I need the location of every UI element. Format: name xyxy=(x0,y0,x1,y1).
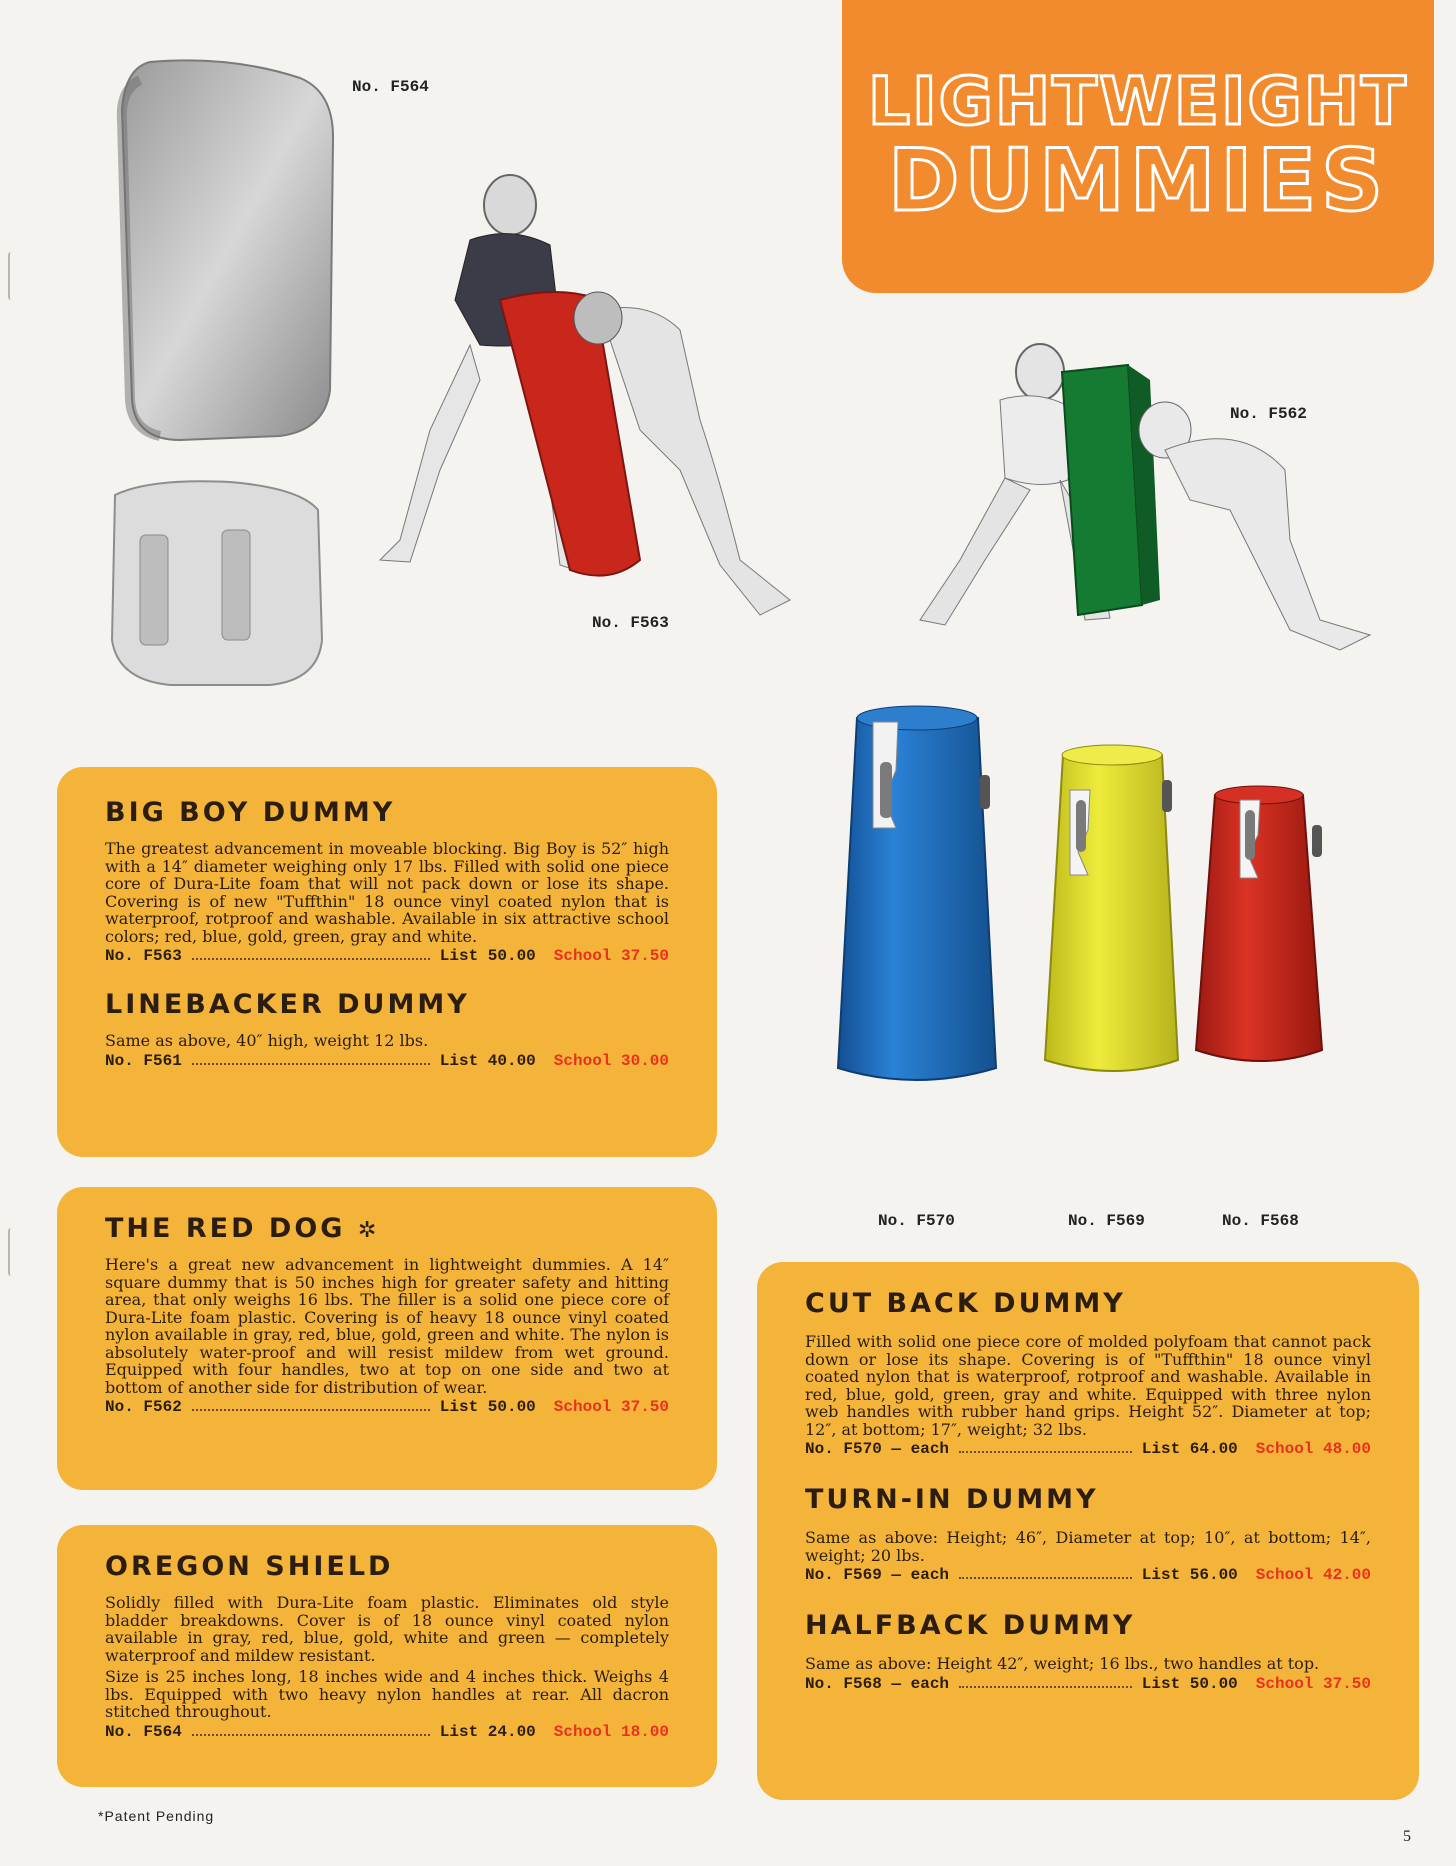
list-price: List 50.00 xyxy=(1141,1674,1238,1693)
leader-dots xyxy=(192,1063,430,1065)
school-price: School 37.50 xyxy=(553,947,669,965)
desc-halfback: Same as above: Height 42″, weight; 16 lbs., two handles at top. xyxy=(805,1654,1320,1673)
heading-halfback: HALFBACK DUMMY xyxy=(805,1610,1136,1641)
label-f563: No. F563 xyxy=(592,614,669,632)
heading-big-boy: BIG BOY DUMMY xyxy=(105,797,396,828)
school-price: School 42.00 xyxy=(1255,1566,1371,1584)
item-number: No. F570 — each xyxy=(805,1440,950,1458)
list-price: List 50.00 xyxy=(439,947,536,965)
desc-big-boy: The greatest advancement in moveable blocking. Big Boy is 52″ high with a 14″ diameter weighing only 17 lbs. Filled with solid one piece core of Dura-Lite foam that will not pack down or lose its shape. Covering is of new "Tuffthin" 18 ounce vinyl coated nylon that is waterproof, rotproof and washable. Available in six attractive school colors; red, blue, gold, green, gray and white. xyxy=(105,839,669,946)
red-halfback-dummy-photo xyxy=(1196,786,1322,1061)
red-dog-action-photo xyxy=(920,344,1370,650)
leader-dots xyxy=(959,1686,1132,1688)
heading-red-dog: THE RED DOG ✲ xyxy=(105,1213,380,1244)
label-f562: No. F562 xyxy=(1230,405,1307,423)
school-price: School 48.00 xyxy=(1255,1440,1371,1458)
price-row-f570 xyxy=(805,1440,1371,1458)
item-number: No. F562 xyxy=(105,1398,182,1416)
patent-footnote: *Patent Pending xyxy=(98,1808,215,1824)
page-title-line1: LIGHTWEIGHT xyxy=(868,62,1408,140)
big-boy-action-photo xyxy=(380,175,790,615)
heading-cut-back: CUT BACK DUMMY xyxy=(805,1288,1126,1319)
price-row-f562 xyxy=(105,1398,669,1416)
heading-oregon: OREGON SHIELD xyxy=(105,1551,394,1582)
school-price: School 30.00 xyxy=(553,1051,669,1070)
panel-cut-back xyxy=(757,1262,1419,1800)
oregon-shield-photo xyxy=(122,60,333,440)
leader-dots xyxy=(959,1451,1132,1453)
item-number: No. F568 — each xyxy=(805,1674,950,1693)
school-price: School 18.00 xyxy=(553,1722,669,1741)
heading-linebacker: LINEBACKER DUMMY xyxy=(105,989,470,1020)
page-title-line2: DUMMIES xyxy=(887,131,1389,231)
list-price: List 24.00 xyxy=(439,1722,536,1741)
price-row-f569 xyxy=(805,1566,1371,1584)
panel-big-boy xyxy=(57,767,717,1157)
leader-dots xyxy=(192,958,430,960)
blue-cut-back-dummy-photo xyxy=(838,706,996,1080)
panel-oregon-shield xyxy=(57,1525,717,1787)
price-row-f561 xyxy=(105,1052,669,1070)
school-price: School 37.50 xyxy=(1255,1674,1371,1693)
desc-turn-in: Same as above: Height; 46″, Diameter at top; 10″, at bottom; 14″, weight; 20 lbs. xyxy=(805,1528,1371,1565)
page-number: 5 xyxy=(1403,1828,1411,1845)
label-f568: No. F568 xyxy=(1222,1212,1299,1230)
item-number: No. F564 xyxy=(105,1722,182,1741)
label-f569: No. F569 xyxy=(1068,1212,1145,1230)
price-row-f563 xyxy=(105,947,669,965)
oregon-shield-back-photo xyxy=(112,481,322,685)
yellow-turn-in-dummy-photo xyxy=(1045,745,1178,1071)
leader-dots xyxy=(192,1734,430,1736)
list-price: List 50.00 xyxy=(439,1398,536,1416)
desc-cut-back: Filled with solid one piece core of molded polyfoam that cannot pack down or lose its shape. Covering is of "Tuffthin" 18 ounce vinyl coated nylon that is waterproof, rotproof and washable. Available in red, blue, gold, green, gray and white. Equipped with three nylon web handles with rubber hand grips. Height 52″. Diameter at top; 12″, at bottom; 17″, weight; 32 lbs. xyxy=(805,1332,1371,1439)
desc-oregon-size: Size is 25 inches long, 18 inches wide and 4 inches thick. Weighs 4 lbs. Equipped with two heavy nylon handles at rear. All dacron stitched throughout. xyxy=(105,1667,669,1721)
panel-red-dog xyxy=(57,1187,717,1490)
list-price: List 56.00 xyxy=(1141,1566,1238,1584)
patent-asterisk-icon: ✲ xyxy=(357,1218,380,1243)
leader-dots xyxy=(959,1577,1132,1579)
desc-oregon: Solidly filled with Dura-Lite foam plastic. Eliminates old style bladder breakdowns. Cover is of 18 ounce vinyl coated nylon available in gray, red, blue, gold, white and green — completely waterproof and mildew resistant. xyxy=(105,1593,669,1665)
desc-red-dog: Here's a great new advancement in lightweight dummies. A 14″ square dummy that is 50 inches high for greater safety and hitting area, that only weighs 16 lbs. The filler is a solid one piece core of Dura-Lite foam plastic. Covering is of heavy 18 ounce vinyl coated nylon available in gray, red, blue, gold, green and white. The nylon is absolutely water-proof and will resist mildew from wet ground. Equipped with four handles, two at top on one side and two at bottom of another side for distribution of wear. xyxy=(105,1255,669,1397)
label-f564: No. F564 xyxy=(352,78,429,96)
price-row-f568 xyxy=(805,1675,1371,1693)
desc-linebacker: Same as above, 40″ high, weight 12 lbs. xyxy=(105,1031,429,1050)
heading-turn-in: TURN-IN DUMMY xyxy=(805,1484,1099,1515)
label-f570: No. F570 xyxy=(878,1212,955,1230)
price-row-f564 xyxy=(105,1723,669,1741)
list-price: List 64.00 xyxy=(1141,1440,1238,1458)
item-number: No. F563 xyxy=(105,947,182,965)
leader-dots xyxy=(192,1409,430,1411)
item-number: No. F569 — each xyxy=(805,1566,950,1584)
item-number: No. F561 xyxy=(105,1051,182,1070)
school-price: School 37.50 xyxy=(553,1398,669,1416)
list-price: List 40.00 xyxy=(439,1051,536,1070)
